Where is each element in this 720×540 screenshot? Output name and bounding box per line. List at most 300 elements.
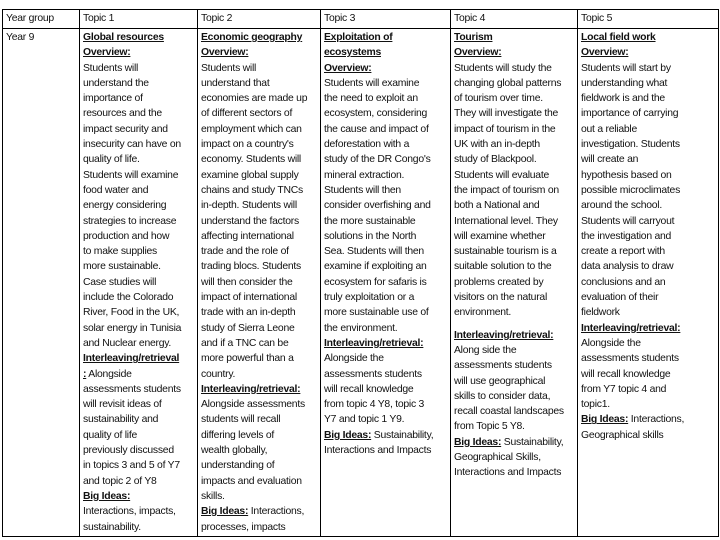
text: the impact of tourism on bbox=[454, 184, 559, 196]
text: impact of international bbox=[201, 292, 297, 304]
section-heading-line bbox=[454, 30, 574, 45]
section-heading-line bbox=[581, 412, 715, 427]
year-9-row bbox=[3, 29, 719, 537]
text: Students will examine bbox=[324, 77, 420, 89]
text: previously discussed bbox=[83, 445, 174, 457]
heading: Interleaving/retrieval bbox=[83, 353, 180, 365]
text-line bbox=[83, 244, 194, 259]
text-line bbox=[324, 229, 447, 244]
text-line bbox=[201, 152, 317, 167]
text: wealth globally, bbox=[201, 445, 268, 457]
text: and Nuclear energy. bbox=[83, 337, 172, 349]
text-line bbox=[581, 428, 715, 443]
text-line bbox=[83, 91, 194, 106]
section-heading-line bbox=[201, 30, 317, 45]
section-heading-line bbox=[324, 61, 447, 76]
text: economies are made up bbox=[201, 93, 308, 105]
text: production and how bbox=[83, 230, 170, 242]
text: will revisit ideas of bbox=[83, 399, 162, 411]
text-line bbox=[83, 412, 194, 427]
heading: Overview: bbox=[201, 47, 249, 59]
text-line bbox=[454, 259, 574, 274]
text: visitors on the natural bbox=[454, 292, 548, 304]
text: out a reliable bbox=[581, 123, 637, 135]
text: create a report with bbox=[581, 246, 665, 258]
text-line bbox=[83, 122, 194, 137]
text: Interactions and Impacts bbox=[324, 445, 432, 457]
section-heading-line bbox=[324, 45, 447, 60]
text: Students will carryout bbox=[581, 215, 675, 227]
text: quality of life. bbox=[83, 154, 140, 166]
heading: Exploitation of bbox=[324, 32, 393, 43]
text-line bbox=[581, 397, 715, 412]
text-line bbox=[201, 106, 317, 121]
text: more sustainable use of bbox=[324, 307, 429, 319]
section-heading-line bbox=[83, 351, 194, 366]
text: skills. bbox=[201, 490, 225, 502]
text: insecurity can have on bbox=[83, 139, 181, 151]
text-line bbox=[581, 367, 715, 382]
text: Alongside the bbox=[324, 353, 384, 365]
text-line bbox=[201, 489, 317, 504]
text-line bbox=[454, 465, 574, 480]
text-line bbox=[454, 122, 574, 137]
text-line bbox=[83, 259, 194, 274]
text: consider overfishing and bbox=[324, 200, 431, 212]
text: the environment. bbox=[324, 322, 398, 334]
text-line bbox=[83, 428, 194, 443]
text: impact on a country's bbox=[201, 139, 294, 151]
topic-1-cell bbox=[80, 29, 198, 537]
text-line bbox=[454, 305, 574, 320]
text-line bbox=[581, 76, 715, 91]
heading: Big Ideas: bbox=[324, 429, 372, 441]
text: Students will examine bbox=[83, 169, 179, 181]
text: from Y7 topic 4 and bbox=[581, 383, 667, 395]
text-line bbox=[201, 367, 317, 382]
text-line bbox=[201, 351, 317, 366]
text-line bbox=[581, 305, 715, 320]
text: trade and the role of bbox=[201, 246, 289, 258]
section-heading-line bbox=[454, 45, 574, 60]
text: importance of carrying bbox=[581, 108, 679, 120]
text-line bbox=[581, 351, 715, 366]
text: They will investigate the bbox=[454, 108, 559, 120]
text: examine if exploiting an bbox=[324, 261, 427, 273]
text-line bbox=[454, 343, 574, 358]
text-line bbox=[201, 397, 317, 412]
text: Geographical Skills, bbox=[454, 452, 541, 464]
text: assessments students bbox=[83, 383, 181, 395]
heading: Interleaving/retrieval: bbox=[201, 383, 301, 395]
text-line bbox=[454, 275, 574, 290]
text-line bbox=[324, 259, 447, 274]
text: food water and bbox=[83, 184, 149, 196]
text: Sustainability, bbox=[371, 429, 434, 441]
text: sustainability and bbox=[83, 414, 159, 426]
text-line bbox=[201, 336, 317, 351]
text: ecosystem, considering bbox=[324, 108, 428, 120]
text-line bbox=[201, 91, 317, 106]
text-line bbox=[324, 168, 447, 183]
section-heading-line bbox=[454, 328, 574, 343]
text-line bbox=[83, 321, 194, 336]
text: will use geographical bbox=[454, 375, 546, 387]
text-line bbox=[454, 137, 574, 152]
heading: Global resources bbox=[83, 32, 164, 43]
section-heading-line bbox=[83, 45, 194, 60]
heading: Overview: bbox=[581, 47, 629, 59]
text-line bbox=[324, 244, 447, 259]
text: ecosystem for safaris is bbox=[324, 276, 427, 288]
text: Along side the bbox=[454, 344, 517, 356]
text: assessments students bbox=[454, 360, 552, 372]
spacer bbox=[454, 321, 574, 328]
text-line bbox=[83, 152, 194, 167]
text: students will recall bbox=[201, 414, 281, 426]
text-line bbox=[324, 351, 447, 366]
text-line bbox=[201, 428, 317, 443]
header-topic-5: Topic 5 bbox=[578, 10, 719, 29]
text-line bbox=[454, 168, 574, 183]
text-line bbox=[201, 168, 317, 183]
text: solar energy in Tunisia bbox=[83, 322, 182, 334]
text: UK with an in-depth bbox=[454, 139, 540, 151]
text-line bbox=[581, 214, 715, 229]
text: the cause and impact of bbox=[324, 123, 429, 135]
text: impacts and evaluation bbox=[201, 475, 302, 487]
text-line bbox=[454, 198, 574, 213]
text: suitable solution to the bbox=[454, 261, 552, 273]
text: assessments students bbox=[581, 353, 679, 365]
text-line bbox=[454, 183, 574, 198]
text: differing levels of bbox=[201, 429, 275, 441]
text: fieldwork is and the bbox=[581, 93, 665, 105]
text-line bbox=[324, 290, 447, 305]
text: include the Colorado bbox=[83, 292, 174, 304]
text: will examine whether bbox=[454, 230, 546, 242]
text-line bbox=[201, 137, 317, 152]
text-line bbox=[454, 244, 574, 259]
text-line bbox=[83, 474, 194, 489]
text-line bbox=[324, 198, 447, 213]
text: processes, impacts bbox=[201, 521, 286, 533]
text: Students will then bbox=[324, 184, 401, 196]
text: sustainable tourism is a bbox=[454, 246, 557, 258]
text-line bbox=[83, 198, 194, 213]
text-line bbox=[324, 122, 447, 137]
text-line bbox=[581, 275, 715, 290]
text: the more sustainable bbox=[324, 215, 416, 227]
text-line bbox=[324, 397, 447, 412]
text: Alongside assessments bbox=[201, 399, 305, 411]
section-heading-line bbox=[201, 382, 317, 397]
text: quality of life bbox=[83, 429, 138, 441]
text: trade with an in-depth bbox=[201, 307, 296, 319]
text-line bbox=[201, 61, 317, 76]
text: Alongside bbox=[86, 368, 132, 380]
text: evaluation of their bbox=[581, 292, 659, 304]
heading: Big Ideas: bbox=[83, 490, 131, 502]
text-line bbox=[581, 137, 715, 152]
text-line bbox=[324, 443, 447, 458]
text: to make supplies bbox=[83, 246, 157, 258]
text: impact of tourism in the bbox=[454, 123, 556, 135]
text: Alongside the bbox=[581, 337, 641, 349]
heading: Tourism bbox=[454, 32, 493, 43]
text: River, Food in the UK, bbox=[83, 307, 180, 319]
text: and topic 2 of Y8 bbox=[83, 475, 157, 487]
text-line bbox=[324, 152, 447, 167]
text: Geographical skills bbox=[581, 429, 664, 441]
text: investigation. Students bbox=[581, 139, 680, 151]
text: affecting international bbox=[201, 230, 294, 242]
text-line bbox=[83, 520, 194, 535]
text-line bbox=[201, 305, 317, 320]
text: Interactions and Impacts bbox=[454, 467, 562, 479]
text: conclusions and an bbox=[581, 276, 666, 288]
text-line bbox=[454, 389, 574, 404]
text: fieldwork bbox=[581, 307, 620, 319]
text: deforestation with a bbox=[324, 139, 410, 151]
text-line bbox=[454, 61, 574, 76]
text: more powerful than a bbox=[201, 353, 294, 365]
section-heading-line bbox=[83, 30, 194, 45]
text: the investigation and bbox=[581, 230, 672, 242]
header-topic-2: Topic 2 bbox=[198, 10, 321, 29]
heading: Economic geography bbox=[201, 32, 303, 43]
text: trading blocs. Students bbox=[201, 261, 301, 273]
text-line bbox=[581, 91, 715, 106]
text-line bbox=[454, 450, 574, 465]
text-line bbox=[83, 275, 194, 290]
text-line bbox=[201, 214, 317, 229]
text-line bbox=[324, 367, 447, 382]
text: Interactions, bbox=[248, 506, 305, 518]
text-line bbox=[324, 137, 447, 152]
text-line bbox=[83, 305, 194, 320]
heading: Local field work bbox=[581, 32, 656, 43]
topic-2-cell bbox=[198, 29, 321, 537]
text-line bbox=[83, 504, 194, 519]
text-line bbox=[454, 152, 574, 167]
text-line bbox=[324, 183, 447, 198]
text: study of Blackpool. bbox=[454, 154, 537, 166]
text: environment. bbox=[454, 307, 512, 319]
text-line bbox=[324, 382, 447, 397]
text-line bbox=[454, 419, 574, 434]
header-topic-4: Topic 4 bbox=[451, 10, 578, 29]
text: energy considering bbox=[83, 200, 167, 212]
text-line bbox=[454, 229, 574, 244]
text-line bbox=[581, 152, 715, 167]
text: resources and the bbox=[83, 108, 162, 120]
text: skills to consider data, bbox=[454, 390, 551, 402]
text: from topic 4 Y8, topic 3 bbox=[324, 399, 425, 411]
heading: Interleaving/retrieval: bbox=[324, 337, 424, 349]
text: Case studies will bbox=[83, 276, 157, 288]
text-line bbox=[201, 275, 317, 290]
text: International level. They bbox=[454, 215, 558, 227]
header-topic-3: Topic 3 bbox=[321, 10, 451, 29]
text-line bbox=[83, 214, 194, 229]
text-line bbox=[324, 321, 447, 336]
text-line bbox=[83, 382, 194, 397]
heading: Big Ideas: bbox=[581, 414, 629, 426]
text: Sea. Students will then bbox=[324, 246, 424, 258]
text: from Topic 5 Y8. bbox=[454, 421, 525, 433]
header-year-group: Year group bbox=[3, 10, 80, 29]
text-line bbox=[454, 106, 574, 121]
text-line bbox=[83, 443, 194, 458]
text-line bbox=[83, 61, 194, 76]
text-line bbox=[454, 358, 574, 373]
text: understand the bbox=[83, 77, 149, 89]
text-line bbox=[454, 290, 574, 305]
section-heading-line bbox=[201, 504, 317, 519]
text: Interactions, bbox=[628, 414, 685, 426]
text-line bbox=[324, 91, 447, 106]
text-line bbox=[83, 168, 194, 183]
text: will create an bbox=[581, 154, 639, 166]
heading: : bbox=[83, 368, 87, 380]
text: will then consider the bbox=[201, 276, 293, 288]
text: economy. Students will bbox=[201, 154, 301, 166]
text-line bbox=[201, 198, 317, 213]
heading: Overview: bbox=[454, 47, 502, 59]
text-line bbox=[201, 183, 317, 198]
text: understand the factors bbox=[201, 215, 299, 227]
section-heading-line bbox=[83, 367, 194, 382]
section-heading-line bbox=[581, 321, 715, 336]
text-line bbox=[201, 244, 317, 259]
heading: ecosystems bbox=[324, 47, 381, 59]
text-line bbox=[454, 91, 574, 106]
section-heading-line bbox=[201, 45, 317, 60]
text: study of the DR Congo's bbox=[324, 154, 431, 166]
text: around the school. bbox=[581, 200, 662, 212]
curriculum-table bbox=[2, 9, 719, 537]
text: of tourism over time. bbox=[454, 93, 543, 105]
text-line bbox=[581, 259, 715, 274]
text: will recall knowledge bbox=[581, 368, 671, 380]
text-line bbox=[324, 275, 447, 290]
text: in-depth. Students will bbox=[201, 200, 297, 212]
text: Students will study the bbox=[454, 62, 552, 74]
text: understand that bbox=[201, 77, 270, 89]
text: topic1. bbox=[581, 399, 610, 411]
text-line bbox=[201, 290, 317, 305]
text-line bbox=[201, 229, 317, 244]
topic-3-cell bbox=[321, 29, 451, 537]
text-line bbox=[201, 122, 317, 137]
year-cell: Year 9 bbox=[3, 29, 80, 537]
heading: Big Ideas: bbox=[201, 506, 249, 518]
topic-5-cell bbox=[578, 29, 719, 537]
text: examine global supply bbox=[201, 169, 299, 181]
text: and if a TNC can be bbox=[201, 337, 289, 349]
section-heading-line bbox=[83, 489, 194, 504]
text-line bbox=[83, 76, 194, 91]
text: more sustainable. bbox=[83, 261, 161, 273]
section-heading-line bbox=[454, 435, 574, 450]
heading: Interleaving/retrieval: bbox=[581, 322, 681, 334]
section-heading-line bbox=[324, 336, 447, 351]
text-line bbox=[83, 229, 194, 244]
text-line bbox=[581, 183, 715, 198]
text: Students will bbox=[201, 62, 257, 74]
text-line bbox=[581, 122, 715, 137]
text: importance of bbox=[83, 93, 143, 105]
text: will recall knowledge bbox=[324, 383, 414, 395]
text: mineral extraction. bbox=[324, 169, 405, 181]
text: recall coastal landscapes bbox=[454, 406, 564, 418]
text-line bbox=[201, 520, 317, 535]
text: problems created by bbox=[454, 276, 544, 288]
text: Students will bbox=[83, 62, 139, 74]
text-line bbox=[581, 61, 715, 76]
text: Y7 and topic 1 Y9. bbox=[324, 414, 405, 426]
text-line bbox=[454, 76, 574, 91]
heading: Interleaving/retrieval: bbox=[454, 329, 554, 341]
text-line bbox=[581, 336, 715, 351]
text-line bbox=[83, 106, 194, 121]
text-line bbox=[201, 474, 317, 489]
text: solutions in the North bbox=[324, 230, 417, 242]
text-line bbox=[83, 183, 194, 198]
section-heading-line bbox=[581, 45, 715, 60]
text-line bbox=[454, 374, 574, 389]
text-line bbox=[581, 168, 715, 183]
heading: Overview: bbox=[324, 62, 372, 74]
text: truly exploitation or a bbox=[324, 292, 415, 304]
text: Students will evaluate bbox=[454, 169, 550, 181]
text-line bbox=[581, 382, 715, 397]
text: hypothesis based on bbox=[581, 169, 672, 181]
header-topic-1: Topic 1 bbox=[80, 10, 198, 29]
text: Sustainability, bbox=[501, 436, 564, 448]
text-line bbox=[324, 305, 447, 320]
text-line bbox=[201, 412, 317, 427]
text: strategies to increase bbox=[83, 215, 177, 227]
text-line bbox=[324, 106, 447, 121]
text: in topics 3 and 5 of Y7 bbox=[83, 460, 180, 472]
text-line bbox=[454, 214, 574, 229]
text: Students will start by bbox=[581, 62, 671, 74]
text: chains and study TNCs bbox=[201, 184, 303, 196]
text: understanding of bbox=[201, 460, 275, 472]
text-line bbox=[201, 443, 317, 458]
section-heading-line bbox=[324, 428, 447, 443]
text-line bbox=[83, 336, 194, 351]
section-heading-line bbox=[324, 30, 447, 45]
text-line bbox=[201, 259, 317, 274]
text-line bbox=[83, 137, 194, 152]
text: of different sectors of bbox=[201, 108, 293, 120]
text-line bbox=[581, 244, 715, 259]
text-line bbox=[581, 198, 715, 213]
text: both a National and bbox=[454, 200, 540, 212]
text: country. bbox=[201, 368, 236, 380]
text: employment which can bbox=[201, 123, 302, 135]
text-line bbox=[454, 404, 574, 419]
text-line bbox=[581, 106, 715, 121]
text-line bbox=[201, 321, 317, 336]
topic-4-cell bbox=[451, 29, 578, 537]
text-line bbox=[83, 290, 194, 305]
text: data analysis to draw bbox=[581, 261, 674, 273]
text-line bbox=[324, 76, 447, 91]
